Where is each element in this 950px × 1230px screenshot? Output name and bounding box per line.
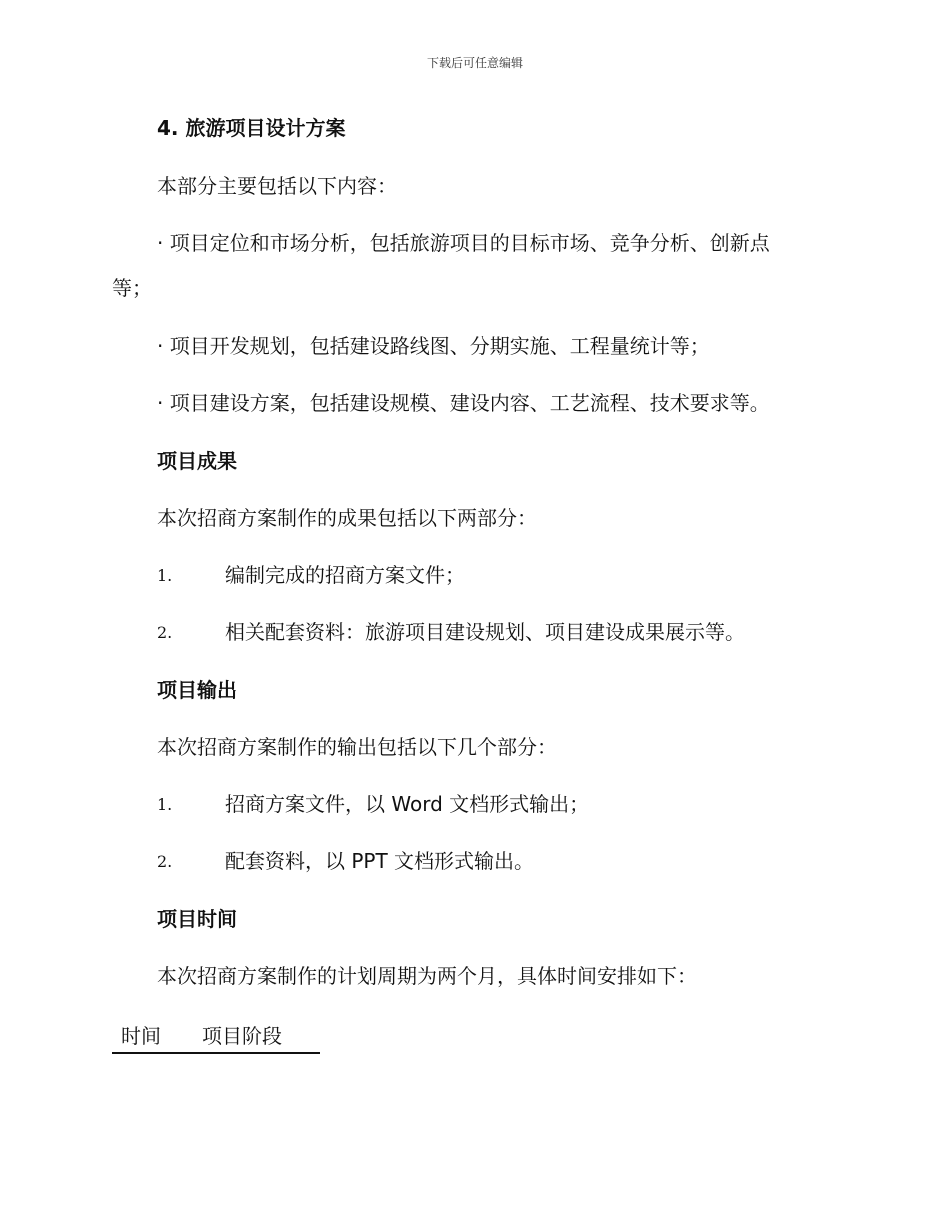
page-header-note: 下载后可任意编辑 xyxy=(426,56,523,70)
table-header-cell: 项目阶段 xyxy=(202,1024,282,1048)
list-number: 2. xyxy=(157,623,173,642)
results-heading: 项目成果 xyxy=(157,449,237,473)
bullet-item: · 项目建设方案，包括建设规模、建设内容、工艺流程、技术要求等。 xyxy=(157,391,770,415)
table-header-cell: 时间 xyxy=(121,1024,161,1048)
schedule-table-header xyxy=(112,1022,320,1054)
bullet-item: · 项目开发规划，包括建设路线图、分期实施、工程量统计等； xyxy=(157,334,710,358)
bullet-item: · 项目定位和市场分析，包括旅游项目的目标市场、竞争分析、创新点 xyxy=(157,231,770,255)
bullet-item-continuation: 等； xyxy=(112,276,152,300)
section-heading: 4. 旅游项目设计方案 xyxy=(157,116,346,140)
results-intro: 本次招商方案制作的成果包括以下两部分： xyxy=(157,506,537,530)
time-intro: 本次招商方案制作的计划周期为两个月，具体时间安排如下： xyxy=(157,964,697,988)
list-item: 相关配套资料：旅游项目建设规划、项目建设成果展示等。 xyxy=(225,620,745,644)
time-heading: 项目时间 xyxy=(157,907,237,931)
list-number: 2. xyxy=(157,852,173,871)
list-item: 编制完成的招商方案文件； xyxy=(225,563,465,587)
section-intro: 本部分主要包括以下内容： xyxy=(157,174,397,198)
output-intro: 本次招商方案制作的输出包括以下几个部分： xyxy=(157,735,557,759)
list-item: 招商方案文件，以 Word 文档形式输出； xyxy=(225,792,590,816)
output-heading: 项目输出 xyxy=(157,678,237,702)
list-item: 配套资料，以 PPT 文档形式输出。 xyxy=(225,849,535,873)
list-number: 1. xyxy=(157,795,173,814)
list-number: 1. xyxy=(157,566,173,585)
